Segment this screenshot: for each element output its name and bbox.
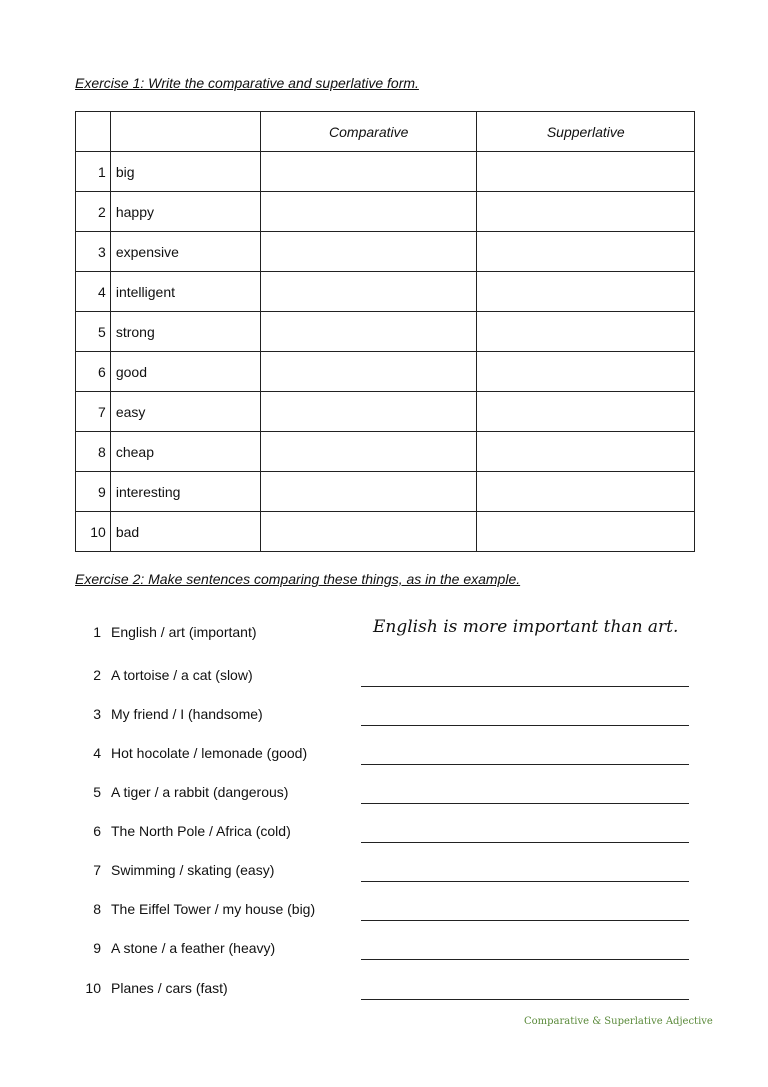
- list-item: [75, 901, 695, 923]
- item-prompt: The North Pole / Africa (cold): [111, 823, 291, 839]
- comparative-answer-cell[interactable]: [260, 432, 477, 472]
- superlative-answer-cell[interactable]: [477, 312, 695, 352]
- row-number: 2: [76, 192, 111, 232]
- answer-line[interactable]: [361, 920, 689, 921]
- row-number: 5: [76, 312, 111, 352]
- item-number: 2: [93, 667, 101, 683]
- example-answer: English is more important than art.: [373, 617, 679, 637]
- list-item: [75, 745, 695, 767]
- item-number: 5: [93, 784, 101, 800]
- answer-line[interactable]: [361, 803, 689, 804]
- table-row: [76, 152, 695, 192]
- comparative-answer-cell[interactable]: [260, 352, 477, 392]
- table-row: [76, 272, 695, 312]
- row-adjective: bad: [110, 512, 260, 552]
- item-number: 1: [93, 624, 101, 640]
- exercise-1-title: Exercise 1: Write the comparative and superlative form.: [75, 75, 419, 91]
- comparative-answer-cell[interactable]: [260, 392, 477, 432]
- row-number: 8: [76, 432, 111, 472]
- row-number: 3: [76, 232, 111, 272]
- item-number: 7: [93, 862, 101, 878]
- item-prompt: A tortoise / a cat (slow): [111, 667, 253, 683]
- list-item: [75, 706, 695, 728]
- row-adjective: interesting: [110, 472, 260, 512]
- header-number-cell: [76, 112, 111, 152]
- table-row: [76, 352, 695, 392]
- item-number: 9: [93, 940, 101, 956]
- table-header-row: [76, 112, 695, 152]
- item-prompt: A stone / a feather (heavy): [111, 940, 276, 956]
- answer-line[interactable]: [361, 686, 689, 687]
- exercise-2-title: Exercise 2: Make sentences comparing these things, as in the example.: [75, 571, 521, 587]
- comparative-answer-cell[interactable]: [260, 312, 477, 352]
- comparative-answer-cell[interactable]: [260, 512, 477, 552]
- answer-line[interactable]: [361, 842, 689, 843]
- header-superlative: Supperlative: [477, 112, 695, 152]
- item-prompt: Planes / cars (fast): [111, 980, 228, 996]
- row-adjective: happy: [110, 192, 260, 232]
- item-number: 3: [93, 706, 101, 722]
- footer-label: Comparative & Superlative Adjective: [524, 1016, 713, 1027]
- row-adjective: cheap: [110, 432, 260, 472]
- answer-line[interactable]: [361, 764, 689, 765]
- item-number: 8: [93, 901, 101, 917]
- comparative-answer-cell[interactable]: [260, 472, 477, 512]
- item-prompt: A tiger / a rabbit (dangerous): [111, 784, 289, 800]
- list-item: [75, 980, 695, 1002]
- header-comparative: Comparative: [260, 112, 477, 152]
- answer-line[interactable]: [361, 881, 689, 882]
- comparative-answer-cell[interactable]: [260, 152, 477, 192]
- answer-line[interactable]: [361, 959, 689, 960]
- superlative-answer-cell[interactable]: [477, 272, 695, 312]
- row-number: 10: [76, 512, 111, 552]
- comparative-answer-cell[interactable]: [260, 272, 477, 312]
- superlative-answer-cell[interactable]: [477, 192, 695, 232]
- superlative-answer-cell[interactable]: [477, 392, 695, 432]
- list-item: [75, 940, 695, 962]
- list-item: [75, 617, 695, 646]
- item-prompt: English / art (important): [111, 624, 257, 640]
- answer-line[interactable]: [361, 999, 689, 1000]
- row-number: 9: [76, 472, 111, 512]
- item-number: 10: [85, 980, 101, 996]
- list-item: [75, 823, 695, 845]
- superlative-answer-cell[interactable]: [477, 352, 695, 392]
- row-adjective: strong: [110, 312, 260, 352]
- row-number: 7: [76, 392, 111, 432]
- item-prompt: The Eiffel Tower / my house (big): [111, 901, 316, 917]
- item-number: 6: [93, 823, 101, 839]
- row-adjective: easy: [110, 392, 260, 432]
- exercise-1-table: [75, 111, 695, 552]
- comparative-answer-cell[interactable]: [260, 192, 477, 232]
- item-prompt: My friend / I (handsome): [111, 706, 263, 722]
- item-prompt: Hot hocolate / lemonade (good): [111, 745, 308, 761]
- comparative-answer-cell[interactable]: [260, 232, 477, 272]
- row-number: 1: [76, 152, 111, 192]
- table-row: [76, 392, 695, 432]
- table-row: [76, 472, 695, 512]
- row-number: 4: [76, 272, 111, 312]
- superlative-answer-cell[interactable]: [477, 512, 695, 552]
- header-word-cell: [110, 112, 260, 152]
- answer-line[interactable]: [361, 725, 689, 726]
- superlative-answer-cell[interactable]: [477, 432, 695, 472]
- table-row: [76, 512, 695, 552]
- row-adjective: intelligent: [110, 272, 260, 312]
- list-item: [75, 667, 695, 689]
- row-number: 6: [76, 352, 111, 392]
- list-item: [75, 784, 695, 806]
- table-row: [76, 312, 695, 352]
- table-row: [76, 432, 695, 472]
- superlative-answer-cell[interactable]: [477, 152, 695, 192]
- row-adjective: big: [110, 152, 260, 192]
- table-row: [76, 192, 695, 232]
- superlative-answer-cell[interactable]: [477, 232, 695, 272]
- list-item: [75, 862, 695, 884]
- row-adjective: good: [110, 352, 260, 392]
- table-row: [76, 232, 695, 272]
- superlative-answer-cell[interactable]: [477, 472, 695, 512]
- item-prompt: Swimming / skating (easy): [111, 862, 275, 878]
- item-number: 4: [93, 745, 101, 761]
- row-adjective: expensive: [110, 232, 260, 272]
